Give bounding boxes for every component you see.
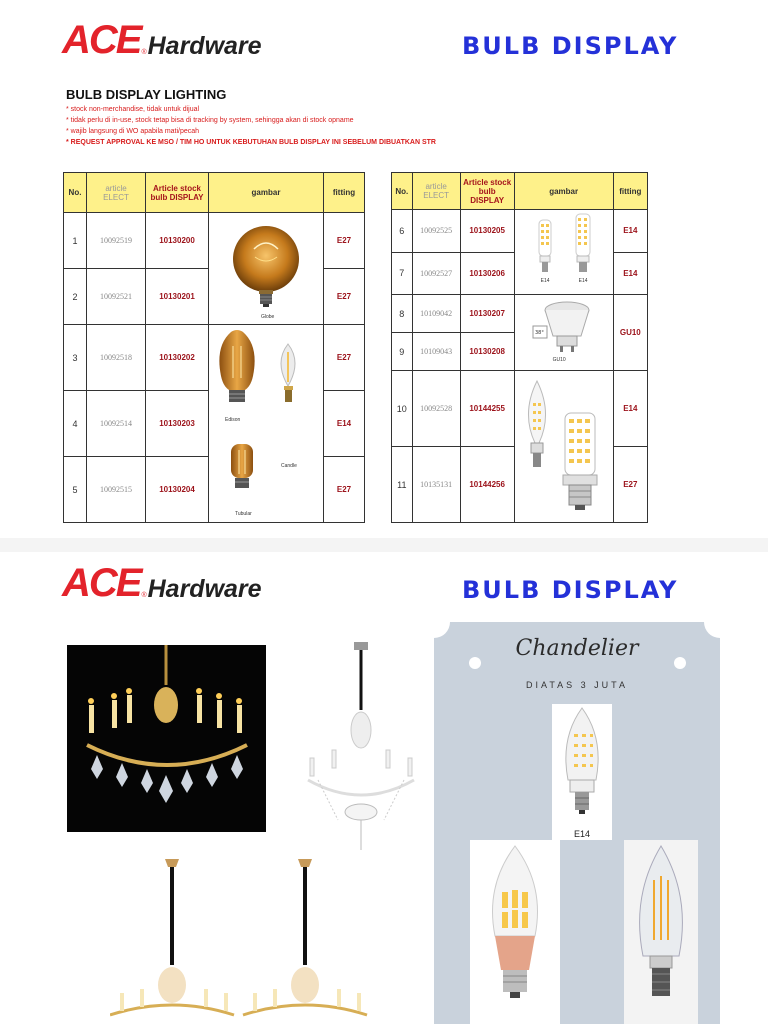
chandelier-photo-crystal [298, 640, 424, 854]
led-bulbs-icon [515, 373, 613, 521]
row-elect: 10109043 [412, 333, 460, 371]
section-title: BULB DISPLAY LIGHTING [66, 87, 227, 102]
row-stock: 10130204 [146, 457, 209, 523]
row-elect: 10092518 [87, 325, 146, 391]
row-stock: 10130201 [146, 269, 209, 325]
table-row [392, 371, 648, 447]
row-stock: 10144255 [460, 371, 514, 447]
filament-candle-bulb-icon [624, 840, 698, 1024]
row-stock: 10130203 [146, 391, 209, 457]
row-elect: 10092514 [87, 391, 146, 457]
row-fitting: E27 [613, 447, 647, 523]
header-stock-line1: Article stock [152, 183, 202, 193]
row-stock: 10130200 [146, 213, 209, 269]
filament-bulb-photo [624, 840, 698, 1024]
header-elect: ELECT [103, 192, 129, 202]
caption-tubular: Tubular [235, 511, 252, 517]
row-elect: 10092515 [87, 457, 146, 523]
rose-gold-bulb-photo [470, 840, 560, 1024]
header-article-elect [87, 173, 146, 213]
row-no: 6 [392, 210, 413, 253]
header-no: No. [392, 173, 413, 210]
row-fitting: E14 [324, 391, 365, 457]
row-no: 8 [392, 295, 413, 333]
table-row [392, 210, 648, 253]
globe-bulb-icon [209, 219, 323, 319]
row-stock: 10130207 [460, 295, 514, 333]
svg-text:38°: 38° [534, 329, 544, 336]
header-stock-line2: bulb DISPLAY [470, 186, 505, 205]
row-fitting: E27 [324, 269, 365, 325]
row-fitting: E27 [324, 457, 365, 523]
row-elect: 10109042 [412, 295, 460, 333]
globe-image-cell [209, 213, 324, 325]
header-article-elect [412, 173, 460, 210]
header-elect: ELECT [423, 191, 450, 200]
row-fitting: E14 [613, 371, 647, 447]
row-stock: 10130205 [460, 210, 514, 253]
logo-hardware-text: Hardware [147, 32, 262, 60]
header-stock-line2: bulb DISPLAY [150, 192, 204, 202]
row-fitting: GU10 [613, 295, 647, 371]
logo-ace-text: ACE [62, 561, 141, 605]
caption-e14b: E14 [578, 278, 588, 284]
note-item: * REQUEST APPROVAL KE MSO / TIM HO UNTUK KEBUTUHAN BULB DISPLAY INI SEBELUM DIBUATKAN STR [66, 139, 436, 146]
e14-bulb-photo [552, 704, 612, 840]
header-article: article [105, 183, 127, 193]
row-elect: 10092528 [412, 371, 460, 447]
corn-bulb-image-cell [514, 210, 613, 295]
caption-globe: Globe [261, 314, 275, 320]
card-title: Chandelier [515, 636, 639, 661]
header-fitting: fitting [613, 173, 647, 210]
chandelier-photo-gold [67, 645, 266, 832]
row-stock: 10130208 [460, 333, 514, 371]
table-row [392, 295, 648, 333]
notes-list [66, 104, 486, 148]
row-stock: 10130206 [460, 252, 514, 295]
edison-candle-tubular-image-cell [209, 325, 324, 523]
row-no: 11 [392, 447, 413, 523]
logo-hardware-text: Hardware [147, 575, 262, 603]
row-no: 2 [64, 269, 87, 325]
ace-logo-bottom [62, 563, 262, 603]
corn-bulbs-icon [515, 210, 613, 294]
logo-ace-text: ACE [62, 18, 141, 62]
gold-chandelier-icon [67, 645, 266, 832]
caption-e14a: E14 [540, 278, 550, 284]
row-elect: 10092527 [412, 252, 460, 295]
bulb-table-right [391, 172, 648, 523]
logo-reg-mark: ® [141, 592, 147, 599]
table-row [64, 213, 365, 269]
row-elect: 10135131 [412, 447, 460, 523]
caption-candle: Candle [281, 463, 297, 469]
caption-edison: Edison [225, 417, 241, 423]
page-heading-top: BULB DISPLAY [462, 32, 679, 60]
chandelier-pair-icon [110, 855, 380, 1024]
chandelier-photo-bottom-pair [110, 855, 380, 1024]
row-no: 7 [392, 252, 413, 295]
logo-reg-mark: ® [141, 49, 147, 56]
bulb-table-left [63, 172, 365, 523]
gu10-image-cell [514, 295, 613, 371]
chandelier-card [434, 622, 720, 1024]
caption-gu10: GU10 [552, 357, 566, 363]
row-fitting: E14 [613, 252, 647, 295]
header-no: No. [64, 173, 87, 213]
row-stock: 10130202 [146, 325, 209, 391]
row-fitting: E27 [324, 213, 365, 269]
row-stock: 10144256 [460, 447, 514, 523]
note-item: * wajib langsung di WO apabila mati/pecah [66, 128, 200, 135]
row-no: 3 [64, 325, 87, 391]
ace-logo-top [62, 20, 262, 60]
row-elect: 10092521 [87, 269, 146, 325]
header-fitting: fitting [324, 173, 365, 213]
rose-gold-led-bulb-icon [470, 840, 560, 1024]
row-fitting: E14 [613, 210, 647, 253]
header-article: article [425, 182, 447, 191]
header-stock [146, 173, 209, 213]
led-candle-bulb-icon [552, 704, 612, 824]
header-stock [460, 173, 514, 210]
row-elect: 10092519 [87, 213, 146, 269]
header-image: gambar [209, 173, 324, 213]
header-image: gambar [514, 173, 613, 210]
row-no: 9 [392, 333, 413, 371]
table-row [64, 325, 365, 391]
card-subtitle: DIATAS 3 JUTA [525, 680, 628, 690]
row-elect: 10092525 [412, 210, 460, 253]
note-item: * tidak perlu di in-use, stock tetap bisa di tracking by system, sehingga akan di stock opname [66, 117, 354, 124]
card-corner-notch-right [704, 606, 736, 638]
row-no: 10 [392, 371, 413, 447]
page-heading-bottom: BULB DISPLAY [462, 576, 679, 604]
page-separator [0, 538, 768, 552]
card-corner-notch-left [418, 606, 450, 638]
vintage-bulbs-icon [209, 326, 323, 522]
row-fitting: E27 [324, 325, 365, 391]
row-no: 4 [64, 391, 87, 457]
note-item: * stock non-merchandise, tidak untuk dijual [66, 106, 200, 113]
row-no: 1 [64, 213, 87, 269]
header-stock-line1: Article stock [463, 177, 512, 187]
crystal-chandelier-icon [298, 640, 424, 854]
led-candle-corn-image-cell [514, 371, 613, 523]
e14-caption: E14 [573, 829, 590, 839]
row-no: 5 [64, 457, 87, 523]
